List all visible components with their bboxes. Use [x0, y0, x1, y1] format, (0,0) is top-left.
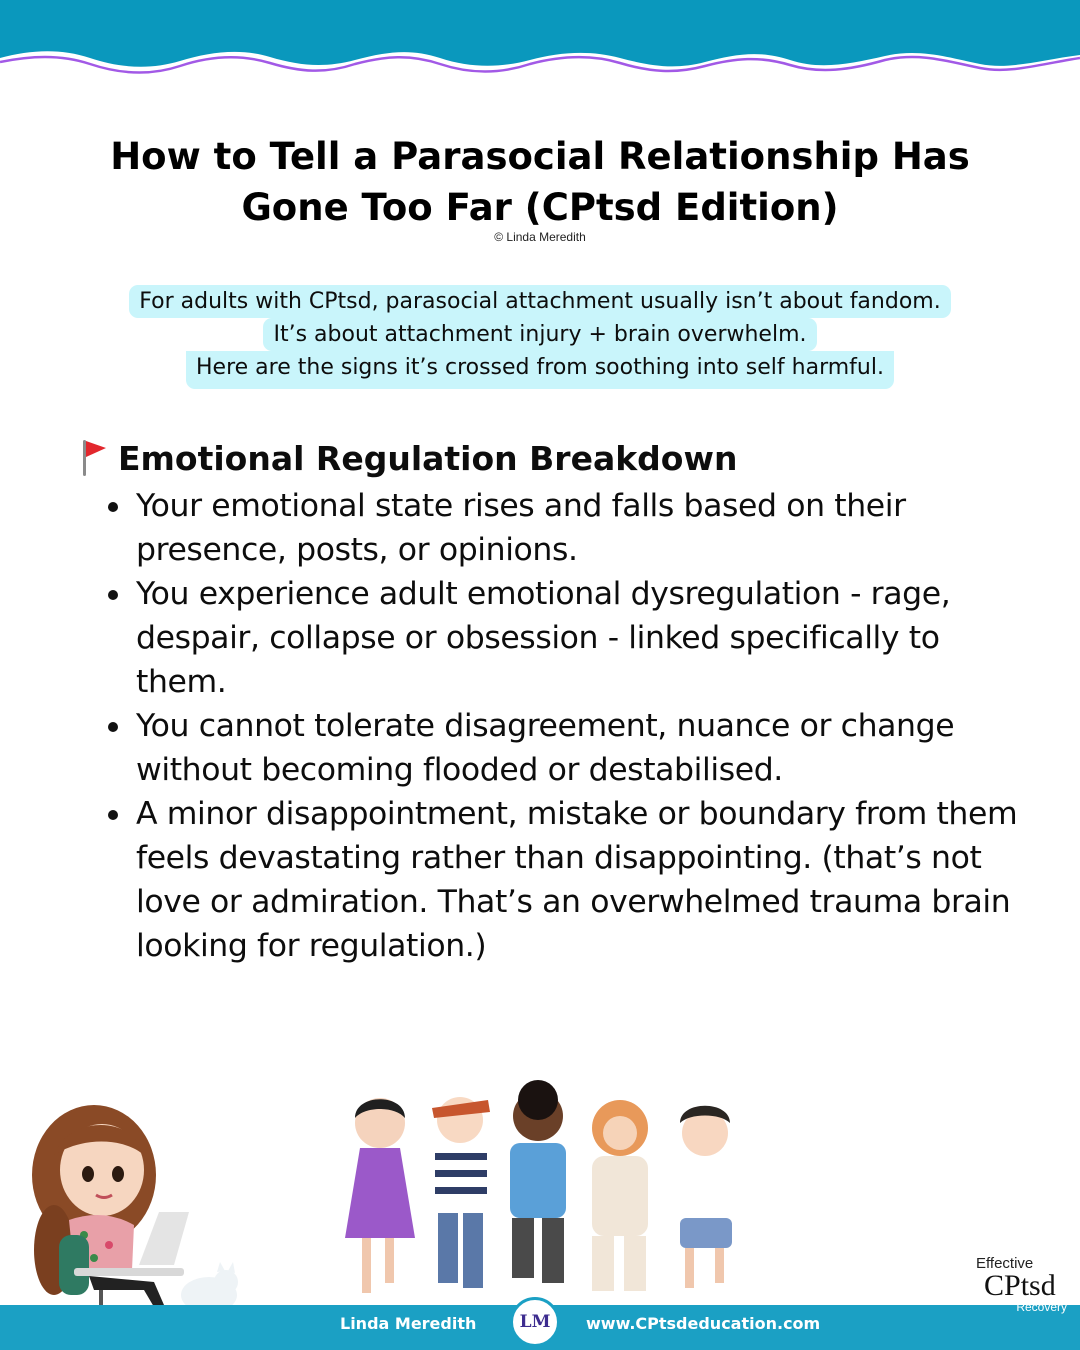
intro-line-3	[0, 351, 1080, 389]
list-item: Your emotional state rises and falls based on their presence, posts, or opinions.	[104, 484, 1024, 572]
section-heading	[78, 438, 737, 478]
lm-logo-text: LM	[519, 1312, 551, 1332]
intro-line-2	[0, 318, 1080, 351]
list-item: A minor disappointment, mistake or boundary from them feels devastating rather than disappointing. (that’s not love or admiration. That’s an overwhelmed trauma brain looking for regulation.)	[104, 792, 1024, 968]
brand-logo	[965, 1256, 1075, 1313]
footer-website-link[interactable]: www.CPtsdeducation.com	[586, 1314, 821, 1333]
jumping-children-illustration	[330, 1078, 750, 1308]
brand-line-2: CPtsd	[984, 1269, 1056, 1302]
brand-line-1: Effective	[976, 1255, 1034, 1272]
page-title-line-1: How to Tell a Parasocial Relationship Has	[110, 135, 970, 178]
list-item: You cannot tolerate disagreement, nuance or change without becoming flooded or destabilised.	[104, 704, 1024, 792]
section-heading-text: Emotional Regulation Breakdown	[118, 438, 738, 478]
intro-line-1	[0, 285, 1080, 318]
lm-logo	[510, 1297, 560, 1347]
intro-line-1-text: For adults with CPtsd, parasocial attachment usually isn’t about fandom.	[129, 285, 950, 318]
woman-at-laptop-illustration	[14, 1100, 244, 1315]
intro-line-3-text: Here are the signs it’s crossed from soothing into self harmful.	[186, 351, 894, 389]
copyright-notice: © Linda Meredith	[494, 230, 586, 244]
top-wave-banner	[0, 0, 1080, 90]
brand-line-3: Recovery	[1016, 1300, 1067, 1314]
list-item: You experience adult emotional dysregulation - rage, despair, collapse or obsession - linked specifically to them.	[104, 572, 1024, 704]
footer-author-name: Linda Meredith	[340, 1314, 477, 1333]
page-title-line-2: Gone Too Far (CPtsd Edition)	[241, 186, 839, 229]
red-flag-icon	[78, 438, 110, 478]
intro-line-2-text: It’s about attachment injury + brain overwhelm.	[263, 318, 816, 351]
bullet-list	[104, 484, 1024, 968]
